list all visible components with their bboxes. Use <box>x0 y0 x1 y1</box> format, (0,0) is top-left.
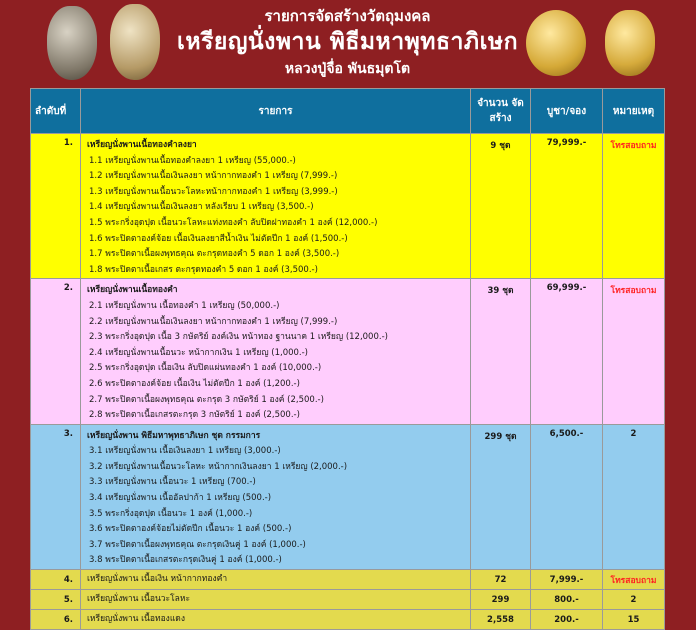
row-number: 5. <box>31 590 81 610</box>
row-note: โทรสอบถาม <box>603 570 665 590</box>
row-note: 2 <box>603 590 665 610</box>
list-item: 1.4 เหรียญนั่งพานเนื้อเงินลงยา หลังเรียบ 1 เหรียญ (3,500.-) <box>89 202 314 213</box>
row-price: 6,500.- <box>531 424 603 569</box>
list-item: 1.5 พระกริ่งอุดปุด เนื้อนวะโลหะแท่งทองคำ ลับปิดฝาทองคำ 1 องค์ (12,000.-) <box>89 217 378 228</box>
row-qty: 299 <box>471 590 531 610</box>
list-item: 2.8 พระปิดตาเนื้อเกสรตะกรุด 3 กษัตริย์ 1 องค์ (2,500.-) <box>89 410 300 421</box>
amulet-image-right-1 <box>526 10 586 76</box>
list-item: 1.8 พระปิดตาเนื้อเกสร ตะกรุดทองคำ 5 ดอก 1 องค์ (3,500.-) <box>89 264 318 275</box>
header-banner <box>0 0 696 86</box>
row-price: 69,999.- <box>531 279 603 424</box>
row-qty: 9 ชุด <box>471 134 531 279</box>
row-items <box>81 424 471 569</box>
list-item: 1.1 เหรียญนั่งพานเนื้อทองคำลงยา 1 เหรียญ (55,000.-) <box>89 155 296 166</box>
row-note: โทรสอบถาม <box>603 134 665 279</box>
row-title-cell <box>81 570 471 590</box>
row-title: เหรียญนั่งพาน พิธีมหาพุทธาภิเษก ชุด กรรมการ <box>87 430 261 441</box>
row-number: 2. <box>31 279 81 424</box>
list-item: 2.2 เหรียญนั่งพานเนื้อเงินลงยา หน้ากากทองคำ 1 เหรียญ (7,999.-) <box>89 316 338 327</box>
row-qty: 72 <box>471 570 531 590</box>
row-title: เหรียญนั่งพาน เนื้อทองแดง <box>87 613 185 624</box>
list-item: 3.2 เหรียญนั่งพานเนื้อนวะโลหะ หน้ากากเงินลงยา 1 เหรียญ (2,000.-) <box>89 461 348 472</box>
row-price: 800.- <box>531 590 603 610</box>
row-price: 7,999.- <box>531 570 603 590</box>
header-title-line1: รายการจัดสร้างวัตถุมงคล <box>264 7 431 25</box>
row-items <box>81 134 471 279</box>
header-title-line2: เหรียญนั่งพาน พิธีมหาพุทธาภิเษก <box>176 29 519 55</box>
table-row <box>31 279 665 424</box>
list-item: 3.1 เหรียญนั่งพาน เนื้อเงินลงยา 1 เหรียญ (3,000.-) <box>89 446 281 457</box>
list-item: 3.4 เหรียญนั่งพาน เนื้ออัลปาก้า 1 เหรียญ (500.-) <box>89 493 272 504</box>
col-header-item: รายการ <box>81 89 471 134</box>
row-qty: 39 ชุด <box>471 279 531 424</box>
col-header-note: หมายเหตุ <box>603 89 665 134</box>
list-item: 3.8 พระปิดตาเนื้อเกสรตะกรุดเงินคู่ 1 องค์ (1,000.-) <box>89 555 282 566</box>
amulet-image-right-2 <box>605 10 655 76</box>
row-number: 6. <box>31 610 81 630</box>
col-header-no: ลำดับที่ <box>31 89 81 134</box>
table-row <box>31 424 665 569</box>
table-row <box>31 610 665 630</box>
row-qty: 2,558 <box>471 610 531 630</box>
row-price: 200.- <box>531 610 603 630</box>
amulet-image-left-1 <box>47 6 97 80</box>
list-item: 2.1 เหรียญนั่งพาน เนื้อทองคำ 1 เหรียญ (50,000.-) <box>89 300 280 311</box>
row-title: เหรียญนั่งพาน เนื้อเงิน หน้ากากทองคำ <box>87 573 228 584</box>
list-item: 3.5 พระกริ่งอุดปุด เนื้อนวะ 1 องค์ (1,000.-) <box>89 508 253 519</box>
table-row <box>31 134 665 279</box>
list-item: 3.3 เหรียญนั่งพาน เนื้อนวะ 1 เหรียญ (700.-) <box>89 477 256 488</box>
table-row <box>31 570 665 590</box>
col-header-price: บูชา/จอง <box>531 89 603 134</box>
row-price: 79,999.- <box>531 134 603 279</box>
row-note: 2 <box>603 424 665 569</box>
row-title: เหรียญนั่งพานเนื้อทองคำลงยา <box>87 140 197 150</box>
row-note: โทรสอบถาม <box>603 279 665 424</box>
col-header-qty: จำนวน จัดสร้าง <box>471 89 531 134</box>
list-item: 3.6 พระปิดตาองค์จ้อยไม่ตัดปีก เนื้อนวะ 1 องค์ (500.-) <box>89 524 292 535</box>
header-title-line3: หลวงปู่จื่อ พันธมุตโต <box>284 61 411 77</box>
row-number: 3. <box>31 424 81 569</box>
list-item: 2.5 พระกริ่งอุดปุด เนื้อเงิน ลับปิดแผ่นทองคำ 1 องค์ (10,000.-) <box>89 363 322 374</box>
row-qty: 299 ชุด <box>471 424 531 569</box>
list-item: 2.7 พระปิดตาเนื้อผงพุทธคุณ ตะกรุด 3 กษัตริย์ 1 องค์ (2,500.-) <box>89 394 324 405</box>
row-title-cell <box>81 610 471 630</box>
list-item: 3.7 พระปิดตาเนื้อผงพุทธคุณ ตะกรุดเงินคู่ 1 องค์ (1,000.-) <box>89 539 306 550</box>
list-item: 2.3 พระกริ่งอุดปุด เนื้อ 3 กษัตริย์ องค์เงิน หน้าทอง ฐานนาค 1 เหรียญ (12,000.-) <box>89 332 388 343</box>
items-table <box>30 88 665 630</box>
list-item: 1.3 เหรียญนั่งพานเนื้อนวะโลหะหน้ากากทองคำ 1 เหรียญ (3,999.-) <box>89 186 338 197</box>
list-item: 1.7 พระปิดตาเนื้อผงพุทธคุณ ตะกรุดทองคำ 5 ดอก 1 องค์ (3,500.-) <box>89 249 340 260</box>
list-item: 2.6 พระปิดตาองค์จ้อย เนื้อเงิน ไม่ตัดปีก 1 องค์ (1,200.-) <box>89 378 300 389</box>
row-number: 4. <box>31 570 81 590</box>
row-number: 1. <box>31 134 81 279</box>
table-header-row <box>31 89 665 134</box>
row-title: เหรียญนั่งพาน เนื้อนวะโลหะ <box>87 593 191 604</box>
row-title: เหรียญนั่งพานเนื้อทองคำ <box>87 285 178 296</box>
row-items <box>81 279 471 424</box>
list-item: 1.2 เหรียญนั่งพานเนื้อเงินลงยา หน้ากากทองคำ 1 เหรียญ (7,999.-) <box>89 171 338 182</box>
row-note: 15 <box>603 610 665 630</box>
list-item: 1.6 พระปิดตาองค์จ้อย เนื้อเงินลงยาสีน้ำเงิน ไม่ตัดปีก 1 องค์ (1,500.-) <box>89 233 348 244</box>
amulet-image-left-2 <box>110 4 160 80</box>
list-item: 2.4 เหรียญนั่งพานเนื้อนวะ หน้ากากเงิน 1 เหรียญ (1,000.-) <box>89 347 308 358</box>
